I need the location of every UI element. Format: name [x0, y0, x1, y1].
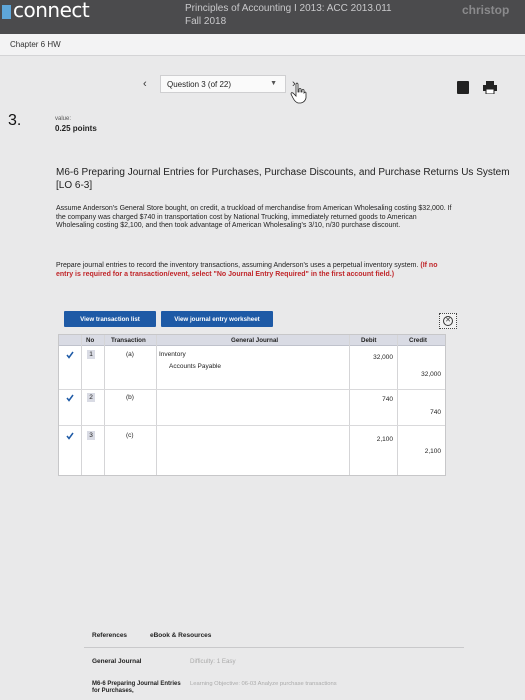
close-button[interactable]: [439, 313, 457, 329]
check-icon: [66, 394, 74, 402]
debit-amount-field[interactable]: 740: [351, 395, 395, 404]
instructions-text: Prepare journal entries to record the inventory transactions, assuming Anderson's uses a perpetual inventory system.: [56, 262, 419, 269]
credit-amount-field[interactable]: 2,100: [399, 447, 443, 456]
question-points: 0.25 points: [55, 124, 97, 133]
debit-amount-field[interactable]: 32,000: [351, 353, 395, 362]
chapter-title: Chapter 6 HW: [10, 40, 61, 49]
instructions-required-note: (If no entry is required for a transaction/event, select "No Journal Entry Required" in the first account field.): [56, 262, 438, 278]
credit-account-field[interactable]: Accounts Payable: [169, 363, 222, 370]
book-icon[interactable]: [457, 81, 469, 94]
header-debit: Debit: [361, 337, 377, 344]
meta-question-name: M6-6 Preparing Journal Entries for Purchases,: [92, 681, 181, 694]
question-select-value: Question 3 (of 22): [167, 80, 232, 89]
connect-logo-icon: [2, 5, 11, 19]
references-tab[interactable]: References: [92, 632, 128, 639]
brand-name: connect: [13, 0, 90, 22]
view-transaction-list-button[interactable]: View transaction list: [64, 311, 156, 327]
entry-number: 1: [87, 350, 95, 359]
course-title: Principles of Accounting I 2013: ACC 2013.011: [185, 3, 392, 14]
question-title: M6-6 Preparing Journal Entries for Purchases, Purchase Discounts, and Purchase Returns Us System [LO 6-3]: [56, 167, 510, 191]
meta-difficulty: Difficulty: 1 Easy: [190, 658, 236, 665]
close-icon: ✕: [443, 316, 453, 326]
hand-cursor-icon: [290, 82, 308, 104]
meta-type: General Journal: [92, 658, 142, 665]
footer-divider: [84, 647, 464, 648]
credit-amount-field[interactable]: 32,000: [399, 370, 443, 379]
question-body: Assume Anderson's General Store bought, on credit, a truckload of merchandise from American Wholesaling costing $32,000. If the company was charged $740 in transportation cost by National Trucking, immediately returned goods to American Wholesaling costing $2,100, and then took advantage of American Wholesaling's 3/10, n/30 purchase discount.: [56, 205, 452, 230]
meta-learning-objective: Learning Objective: 06-03 Analyze purchase transactions: [190, 681, 337, 687]
journal-row[interactable]: [59, 347, 445, 391]
header-no: No: [86, 337, 95, 344]
chevron-right-icon[interactable]: ›: [292, 78, 296, 90]
header-general-journal: General Journal: [231, 337, 279, 344]
entry-number: 2: [87, 393, 95, 402]
row-divider: [59, 425, 445, 426]
chapter-bar: [0, 34, 525, 56]
connect-logo[interactable]: [2, 0, 89, 22]
check-icon: [66, 351, 74, 359]
question-number: 3.: [8, 112, 22, 129]
transaction-label: (b): [126, 394, 134, 401]
debit-account-field[interactable]: Inventory: [159, 351, 186, 358]
course-term: Fall 2018: [185, 16, 227, 27]
question-instructions: [56, 262, 452, 279]
value-label: value:: [55, 116, 72, 122]
transaction-label: (c): [126, 432, 134, 439]
question-select[interactable]: [160, 75, 286, 93]
user-name[interactable]: christop: [462, 3, 510, 17]
view-journal-worksheet-button[interactable]: View journal entry worksheet: [161, 311, 273, 327]
question-nav: [0, 56, 525, 106]
journal-table: [58, 334, 446, 476]
entry-number: 3: [87, 431, 95, 440]
print-icon[interactable]: [483, 81, 497, 94]
top-bar: [0, 0, 525, 34]
journal-table-header: [59, 335, 445, 346]
chevron-left-icon[interactable]: ‹: [143, 78, 147, 90]
transaction-label: (a): [126, 351, 134, 358]
header-credit: Credit: [409, 337, 427, 344]
chevron-down-icon: ▼: [270, 80, 277, 87]
header-transaction: Transaction: [111, 337, 146, 344]
check-icon: [66, 432, 74, 440]
debit-amount-field[interactable]: 2,100: [351, 435, 395, 444]
credit-amount-field[interactable]: 740: [399, 408, 443, 417]
journal-row[interactable]: [59, 428, 445, 472]
ebook-resources-tab[interactable]: eBook & Resources: [150, 632, 212, 639]
